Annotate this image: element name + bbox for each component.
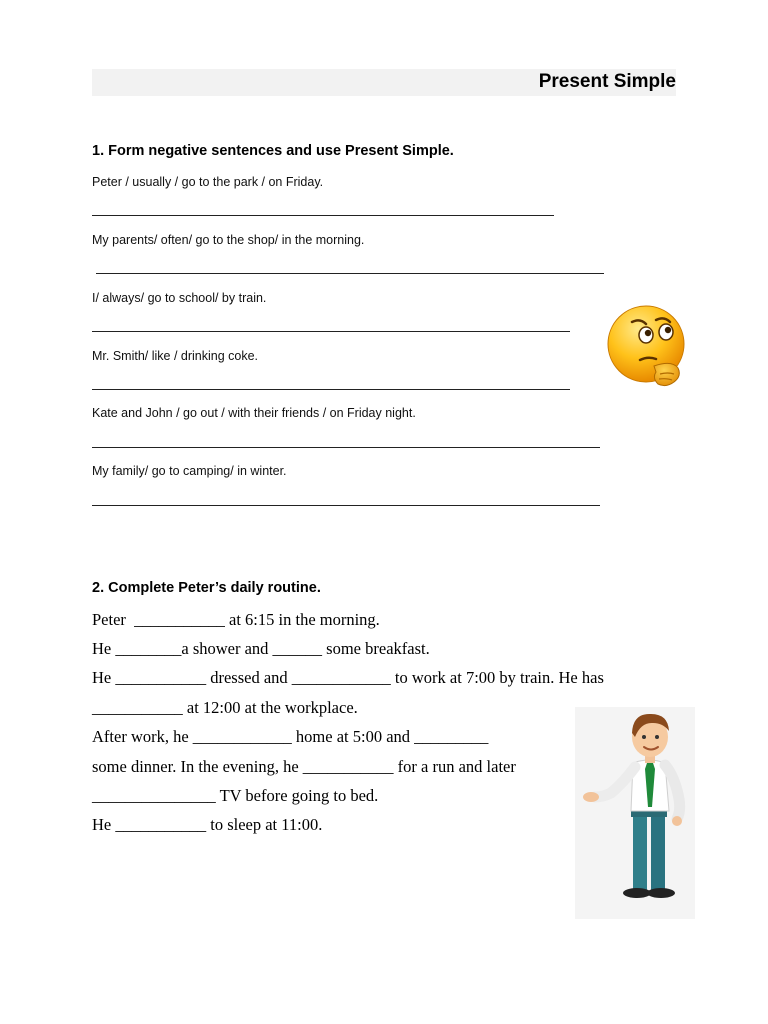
exercise-1-prompt-1: Peter / usually / go to the park / on Friday. — [92, 175, 324, 189]
exercise-1-heading: 1. Form negative sentences and use Present Simple. — [92, 143, 454, 159]
exercise-1-prompt-6: My family/ go to camping/ in winter. — [92, 464, 287, 478]
title-bar — [92, 69, 676, 96]
exercise-2-heading: 2. Complete Peter’s daily routine. — [92, 580, 321, 596]
routine-line-4: ___________ at 12:00 at the workplace. — [92, 698, 358, 717]
routine-line-1: Peter ___________ at 6:15 in the morning. — [92, 610, 380, 629]
exercise-1-prompt-3: I/ always/ go to school/ by train. — [92, 291, 267, 305]
answer-line-5[interactable] — [92, 447, 600, 448]
routine-line-7: _______________ TV before going to bed. — [92, 786, 379, 805]
routine-line-2: He ________a shower and ______ some breakfast. — [92, 639, 430, 658]
businessman-illustration-icon — [575, 707, 695, 919]
page-title: Present Simple — [538, 71, 676, 92]
answer-line-6[interactable] — [92, 505, 600, 506]
exercise-1-prompt-2: My parents/ often/ go to the shop/ in the morning. — [92, 233, 365, 247]
routine-line-5: After work, he ____________ home at 5:00 and _________ — [92, 727, 489, 746]
answer-line-4[interactable] — [92, 389, 570, 390]
routine-line-6: some dinner. In the evening, he ___________ for a run and later — [92, 757, 516, 776]
thinking-emoji-icon — [604, 302, 696, 392]
answer-line-1[interactable] — [92, 215, 554, 216]
routine-line-8: He ___________ to sleep at 11:00. — [92, 815, 323, 834]
exercise-1-prompt-4: Mr. Smith/ like / drinking coke. — [92, 349, 259, 363]
answer-line-3[interactable] — [92, 331, 570, 332]
exercise-1-prompt-5: Kate and John / go out / with their friends / on Friday night. — [92, 406, 416, 420]
answer-line-2[interactable] — [96, 273, 604, 274]
routine-line-3: He ___________ dressed and ____________ to work at 7:00 by train. He has — [92, 668, 604, 687]
